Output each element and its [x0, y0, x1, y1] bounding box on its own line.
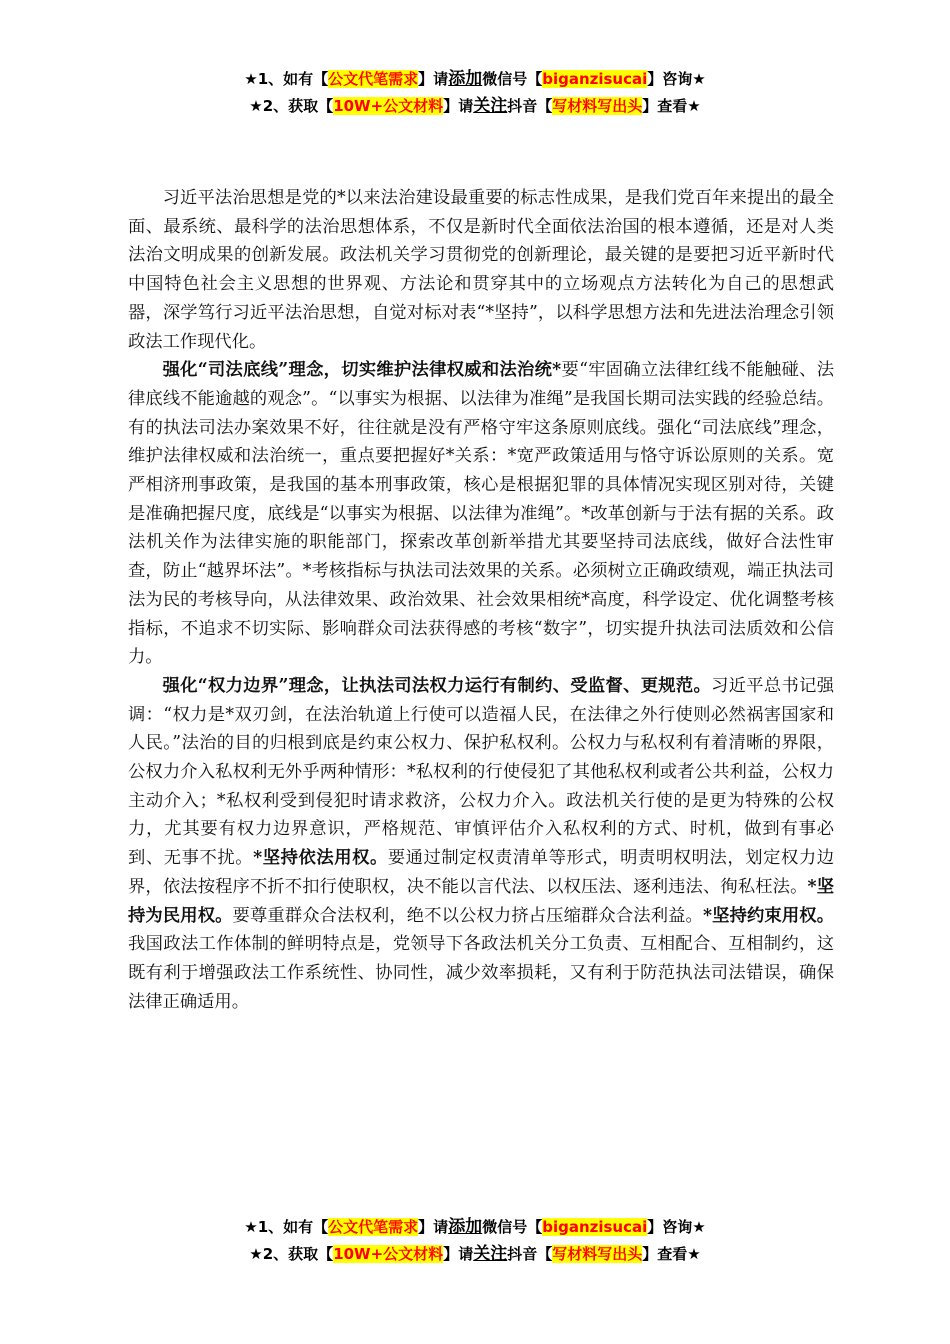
highlight-text: biganzisucai [542, 70, 648, 88]
promo-text: 】请 [418, 70, 449, 88]
paragraph-heading: 强化“权力边界”理念，让执法司法权力运行有制约、受监督、更规范。 [162, 675, 712, 696]
highlight-text: 公文代笔需求 [328, 70, 419, 88]
paragraph-text: 我国政法工作体制的鲜明特点是，党领导下各政法机关分工负责、互相配合、互相制约，这既有利于增强政法工作系统性、协同性，减少效率损耗，又有利于防范执法司法错误，确保法律正确适用。 [128, 934, 834, 1012]
promo-line-2 [0, 93, 950, 120]
promo-text: ★2、获取【 [249, 97, 334, 115]
highlight-text: biganzisucai [542, 1218, 648, 1236]
promo-line-2 [0, 1241, 950, 1268]
paragraph-heading: 强化“司法底线”理念，切实维护法律权威和法治统* [162, 360, 562, 381]
underlined-text: 关注 [473, 1244, 508, 1264]
promo-line-1 [0, 1214, 950, 1241]
highlight-text: 10W+公文材料 [333, 1245, 444, 1263]
paragraph-text: 习近平总书记强调：“权力是*双刃剑，在法治轨道上行使可以造福人民，在法律之外行使则必然祸害国家和人民。”法治的目的归根到底是约束公权力、保护私权利。公权力与私权利有着清晰的界限，公权力介入私权利无外乎两种情形：*私权利的行使侵犯了其他私权利或者公共利益，公权力主动介入；*私权利受到侵犯时请求救济，公权力介入。政法机关行使的是更为特殊的公权力，尤其要有权力边界意识，严格规范、审慎评估介入私权利的方式、时机，做到有事必到、无事不扰。 [128, 675, 834, 869]
underlined-text: 关注 [473, 96, 508, 116]
promo-text: ★1、如有【 [244, 1218, 329, 1236]
paragraph-text: 要尊重群众合法权利，绝不以公权力挤占压缩群众合法利益。 [232, 905, 703, 926]
promo-banner-bottom [0, 1214, 950, 1268]
promo-text: 抖音【 [507, 1245, 553, 1263]
promo-text: 】请 [443, 1245, 474, 1263]
promo-text: 微信号【 [482, 1218, 543, 1236]
promo-text: 】咨询★ [647, 1218, 706, 1236]
promo-text: ★2、获取【 [249, 1245, 334, 1263]
promo-text: 微信号【 [482, 70, 543, 88]
promo-text: 】请 [418, 1218, 449, 1236]
paragraph-text: 要“牢固确立法律红线不能触碰、法律底线不能逾越的观念”。“以事实为根据、以法律为准绳”是我国长期司法实践的经验总结。有的执法司法办案效果不好，往往就是没有严格守牢这条原则底线。强化“司法底线”理念，维护法律权威和法治统一，重点要把握好*关系：*宽严政策适用与恪守诉讼原则的关系。宽严相济刑事政策，是我国的基本刑事政策，核心是根据犯罪的具体情况实现区别对待，关键是准确把握尺度，底线是“以事实为根据、以法律为准绳”。*改革创新与于法有据的关系。政法机关作为法律实施的职能部门，探索改革创新举措尤其要坚持司法底线，做好合法性审查，防止“越界坏法”。*考核指标与执法司法效果的关系。必须树立正确政绩观，端正执法司法为民的考核导向，从法律效果、政治效果、社会效果相统*高度，科学设定、优化调整考核指标，不追求不切实际、影响群众司法获得感的考核“数字”，切实提升执法司法质效和公信力。 [128, 360, 834, 668]
bold-phrase: *坚持依法用权。 [253, 848, 388, 869]
paragraph-3 [128, 672, 834, 1016]
article-body [128, 184, 834, 1016]
highlight-text: 10W+公文材料 [333, 97, 444, 115]
promo-banner-top [0, 66, 950, 120]
highlight-text: 写材料写出头 [552, 1245, 643, 1263]
promo-text: 】请 [443, 97, 474, 115]
promo-line-1 [0, 66, 950, 93]
paragraph-1: 习近平法治思想是党的*以来法治建设最重要的标志性成果，是我们党百年来提出的最全面、最系统、最科学的法治思想体系，不仅是新时代全面依法治国的根本遵循，还是对人类法治文明成果的创新发展。政法机关学习贯彻党的创新理论，最关键的是要把习近平新时代中国特色社会主义思想的世界观、方法论和贯穿其中的立场观点方法转化为自己的思想武器，深学笃行习近平法治思想，自觉对标对表“*坚持”，以科学思想方法和先进法治理念引领政法工作现代化。 [128, 188, 834, 352]
paragraph-text: 要通过制定权责清单等形式，明责明权明法，划定权力边界，依法按程序不折不扣行使职权，决不能以言代法、以权压法、逐利违法、徇私枉法。 [128, 848, 834, 897]
underlined-text: 添加 [448, 1217, 483, 1237]
promo-text: 】查看★ [642, 97, 701, 115]
promo-text: ★1、如有【 [244, 70, 329, 88]
underlined-text: 添加 [448, 69, 483, 89]
bold-phrase: *坚持约束用权。 [702, 905, 834, 926]
bold-phrase: *坚持为民用权。 [128, 876, 834, 926]
highlight-text: 写材料写出头 [552, 97, 643, 115]
paragraph-2 [128, 356, 834, 672]
promo-text: 抖音【 [507, 97, 553, 115]
promo-text: 】咨询★ [647, 70, 706, 88]
promo-text: 】查看★ [642, 1245, 701, 1263]
highlight-text: 公文代笔需求 [328, 1218, 419, 1236]
